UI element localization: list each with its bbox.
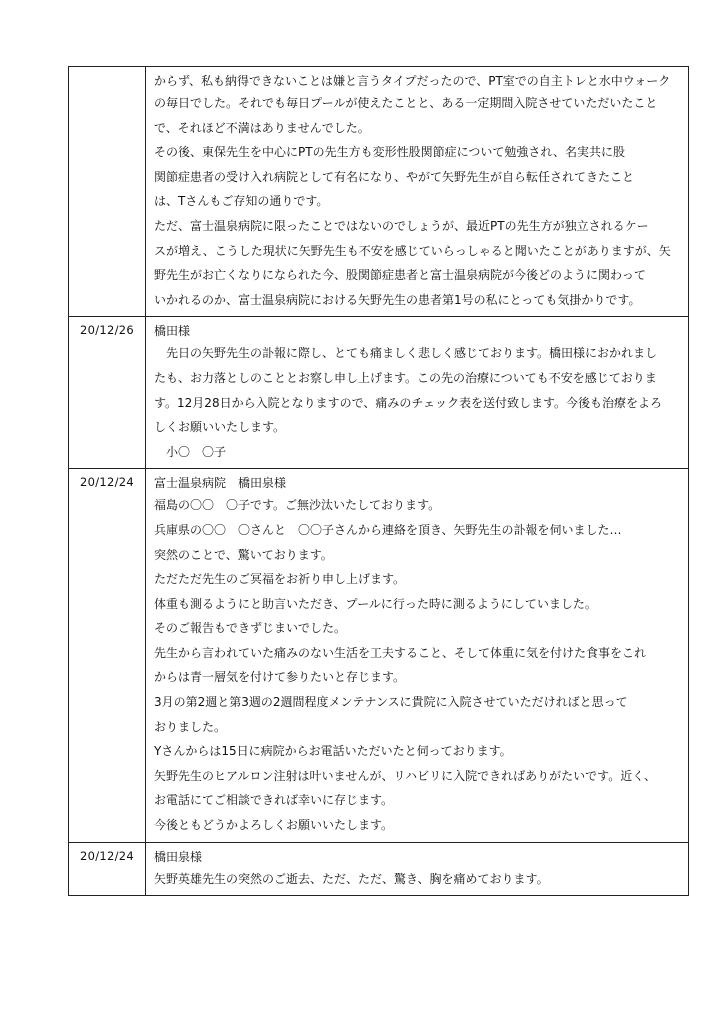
entry-line: いかれるのか、富士温泉病院における矢野先生の患者第1号の私にとっても気掛かりです。 [154,292,641,307]
entry-line: その後、東保先生を中心にPTの先生方も変形性股関節症について勉強され、名実共に股 [154,145,626,160]
entry-line: しくお願いいたします。 [154,420,286,435]
entry-date: 20/12/24 [69,842,146,896]
entry-row [69,842,689,896]
entry-line: お電話にてご相談できれば幸いに存じます。 [154,793,394,808]
entry-line: 突然のことで、驚いております。 [154,547,333,562]
entry-line: 富士温泉病院 橋田泉様 [154,476,287,491]
entry-body [146,67,689,317]
entry-row [69,67,689,317]
entry-line: 福島の〇〇 〇子です。ご無沙汰いたしております。 [154,498,441,513]
entry-row [69,317,689,469]
entry-line: は、Tさんもご存知の通りです。 [154,194,329,209]
entry-body [146,842,689,896]
entry-line: の毎日でした。それでも毎日プールが使えたことと、ある一定期間入院させていただいたこと [154,96,658,110]
entry-line: 先日の矢野先生の訃報に際し、とても痛ましく悲しく感じております。橋田様におかれまし [154,346,658,361]
entry-line: Yさんからは15日に病院からお電話いただいたと伺っております。 [154,744,512,759]
entry-line: 野先生がお亡くなりになられた今、股関節症患者と富士温泉病院が今後どのように関わって [154,268,646,283]
entry-line: ただただ先生のご冥福をお祈り申し上げます。 [154,572,406,587]
entry-line: スが増え、こうした現状に矢野先生も不安を感じていらっしゃると聞いたことがありますが、矢 [154,243,671,258]
entry-line: す。12月28日から入院となりますので、痛みのチェック表を送付致します。今後も治療をよろ [154,395,663,410]
entry-line: 3月の第2週と第3週の2週間程度メンテナンスに貴院に入院させていただければと思って [154,695,628,710]
entry-date: 20/12/24 [69,469,146,842]
entry-line: 関節症患者の受け入れ病院として有名になり、やがて矢野先生が自ら転任されてきたこと [154,169,635,184]
entry-line: そのご報告もできずじまいでした。 [154,621,347,636]
entry-line: 先生から言われていた痛みのない生活を工夫すること、そして体重に気を付けた食事をこれ [154,645,647,660]
entry-date: 20/12/26 [69,317,146,469]
entry-line: 矢野先生のヒアルロン注射は叶いませんが、リハビリに入院できればありがたいです。近く、 [154,768,656,783]
entry-line: 今後ともどうかよろしくお願いいたします。 [154,818,394,833]
correspondence-table [68,66,689,896]
entry-line: 橋田泉様 [154,849,203,864]
entry-line: おりました。 [154,719,227,734]
entry-line: たも、お力落としのこととお察し申し上げます。この先の治療についても不安を感じておりま [154,370,657,385]
entry-line: で、それほど不満はありませんでした。 [154,120,370,135]
entry-line: からず、私も納得できないことは嫌と言うタイプだったので、PT室での自主トレと水中ウォーク [154,74,671,88]
entry-line: 橋田様 [154,324,191,339]
entry-body [146,317,689,469]
entry-date [69,67,146,317]
entry-line: ただ、富士温泉病院に限ったことではないのでしょうが、最近PTの先生方が独立されるケー [154,218,649,233]
entry-row [69,469,689,842]
entry-line: からは青一層気を付けて参りたいと存じます。 [154,670,406,685]
entry-line: 小〇 〇子 [154,444,227,459]
entry-line: 矢野英雄先生の突然のご逝去、ただ、ただ、驚き、胸を痛めております。 [154,871,549,886]
entry-body [146,469,689,842]
entry-line: 体重も測るようにと助言いただき、プールに行った時に測るようにしていました。 [154,596,597,611]
entry-line: 兵庫県の〇〇 〇さんと 〇〇子さんから連絡を頂き、矢野先生の訃報を伺いました… [154,522,622,537]
